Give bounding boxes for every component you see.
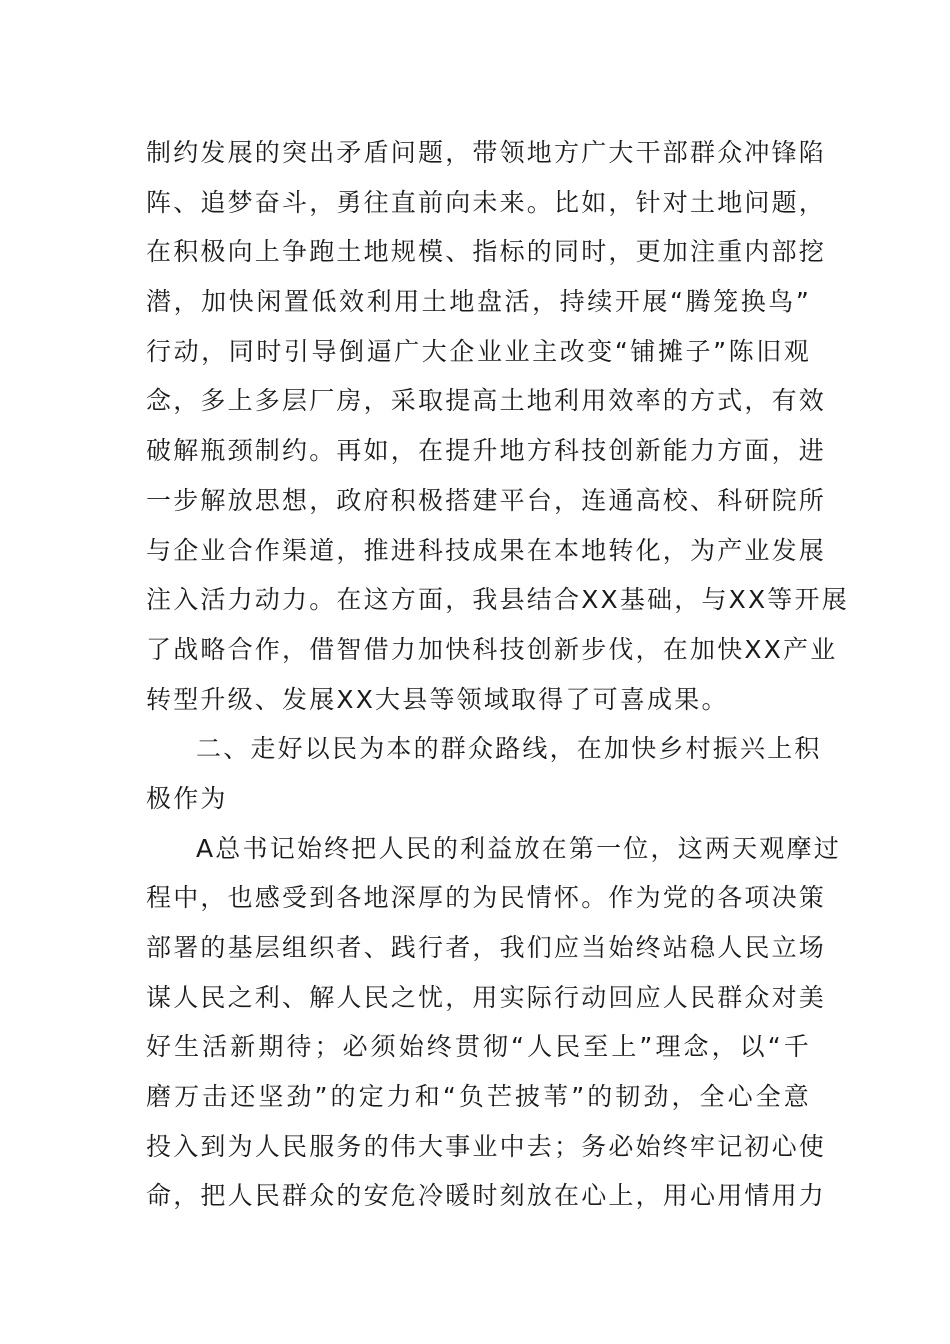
text-line: 谋人民之利、解人民之忧，用实际行动回应人民群众对美 <box>146 982 827 1012</box>
text-line: 转型升级、发展XX大县等领域取得了可喜成果。 <box>146 684 729 714</box>
text-line: A总书记始终把人民的利益放在第一位，这两天观摩过 <box>196 833 841 863</box>
text-line: 在积极向上争跑土地规模、指标的同时，更加注重内部挖 <box>146 237 827 267</box>
text-line: 与企业合作渠道，推进科技成果在本地转化，为产业发展 <box>146 535 827 565</box>
body-text <box>146 128 849 1221</box>
text-line: 一步解放思想，政府积极搭建平台，连通高校、科研院所 <box>146 485 827 515</box>
text-line: 行动，同时引导倒逼广大企业业主改变“铺摊子”陈旧观 <box>146 336 811 366</box>
text-line: 阵、追梦奋斗，勇往直前向未来。比如，针对土地问题， <box>146 187 827 217</box>
text-line: 了战略合作，借智借力加快科技创新步伐，在加快XX产业 <box>146 634 838 664</box>
text-line: 程中，也感受到各地深厚的为民情怀。作为党的各项决策 <box>146 883 827 913</box>
text-line: 磨万击还坚劲”的定力和“负芒披苇”的韧劲，全心全意 <box>146 1082 811 1112</box>
text-line: 潜，加快闲置低效利用土地盘活，持续开展“腾笼换鸟” <box>146 287 811 317</box>
text-line: 破解瓶颈制约。再如，在提升地方科技创新能力方面，进 <box>146 436 827 466</box>
text-line: 注入活力动力。在这方面，我县结合XX基础，与XX等开展 <box>146 585 849 615</box>
text-line: 部署的基层组织者、践行者，我们应当始终站稳人民立场 <box>146 933 827 962</box>
text-line: 制约发展的突出矛盾问题，带领地方广大干部群众冲锋陷 <box>146 138 827 167</box>
section-heading-continued: 极作为 <box>146 783 228 813</box>
text-line: 好生活新期待；必须始终贯彻“人民至上”理念，以“千 <box>146 1032 811 1062</box>
text-line: 命，把人民群众的安危冷暖时刻放在心上，用心用情用力 <box>146 1181 827 1211</box>
section-heading: 二、走好以民为本的群众路线，在加快乡村振兴上积 <box>196 734 822 764</box>
text-line: 念，多上多层厂房，采取提高土地利用效率的方式，有效 <box>146 386 827 416</box>
text-line: 投入到为人民服务的伟大事业中去；务必始终牢记初心使 <box>146 1131 827 1161</box>
